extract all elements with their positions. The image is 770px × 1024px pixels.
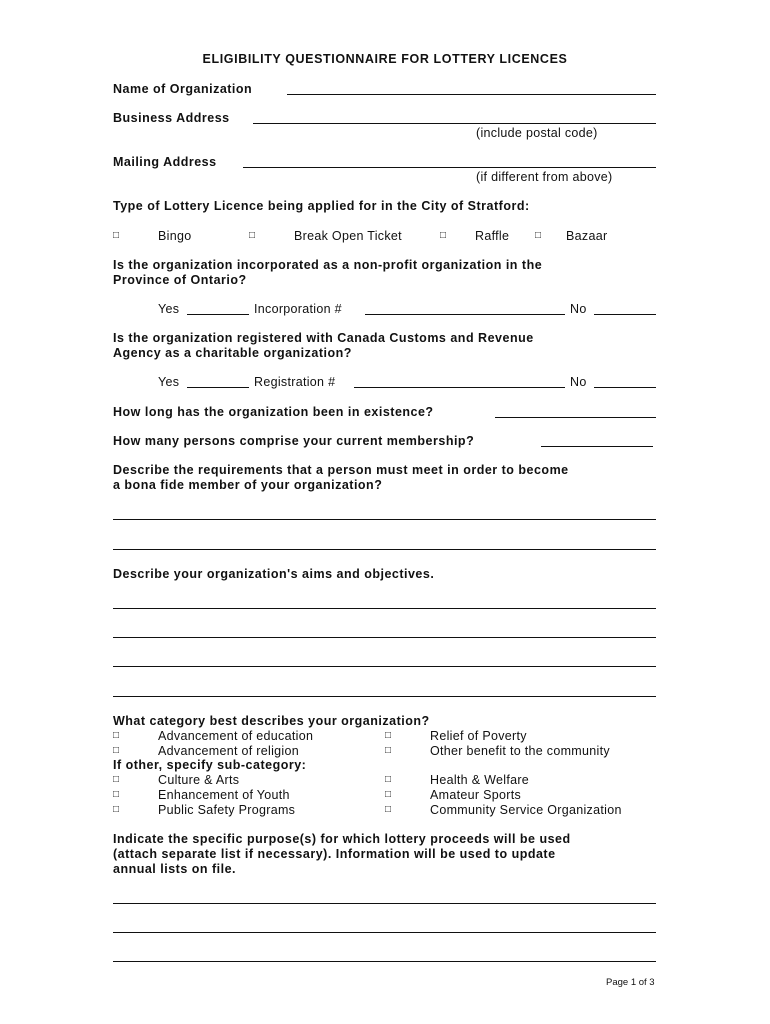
- bazaar-option-label: Bazaar: [566, 229, 608, 243]
- bingo-option-label: Bingo: [158, 229, 192, 243]
- business-address-hint: (include postal code): [476, 126, 598, 140]
- aims-question: Describe your organization's aims and objectives.: [113, 567, 435, 581]
- break-open-ticket-option-label: Break Open Ticket: [294, 229, 402, 243]
- licence-type-question: Type of Lottery Licence being applied for in the City of Stratford:: [113, 199, 530, 213]
- incorporation-number-field[interactable]: [365, 314, 565, 315]
- mailing-address-label: Mailing Address: [113, 155, 217, 169]
- bazaar-checkbox[interactable]: □: [535, 230, 542, 241]
- membership-question: How many persons comprise your current membership?: [113, 434, 475, 448]
- category-question: What category best describes your organization?: [113, 714, 430, 728]
- purpose-question-line2: (attach separate list if necessary). Information will be used to update: [113, 847, 556, 861]
- registration-number-label: Registration #: [254, 375, 336, 389]
- business-address-label: Business Address: [113, 111, 230, 125]
- registered-no-label: No: [570, 375, 587, 389]
- page-title: ELIGIBILITY QUESTIONNAIRE FOR LOTTERY LICENCES: [202, 52, 568, 66]
- requirements-question-line1: Describe the requirements that a person must meet in order to become: [113, 463, 569, 477]
- requirements-answer-line[interactable]: [113, 519, 656, 520]
- org-name-field[interactable]: [287, 94, 656, 95]
- education-label: Advancement of education: [158, 729, 314, 743]
- aims-answer-line[interactable]: [113, 637, 656, 638]
- public-safety-checkbox[interactable]: □: [113, 804, 120, 815]
- community-service-label: Community Service Organization: [430, 803, 622, 817]
- community-service-checkbox[interactable]: □: [385, 804, 392, 815]
- purpose-answer-line[interactable]: [113, 961, 656, 962]
- purpose-answer-line[interactable]: [113, 903, 656, 904]
- mailing-address-field[interactable]: [243, 167, 656, 168]
- public-safety-label: Public Safety Programs: [158, 803, 296, 817]
- registered-question-line1: Is the organization registered with Canada Customs and Revenue: [113, 331, 534, 345]
- business-address-field[interactable]: [253, 123, 656, 124]
- bingo-checkbox[interactable]: □: [113, 230, 120, 241]
- purpose-question-line1: Indicate the specific purpose(s) for which lottery proceeds will be used: [113, 832, 571, 846]
- registration-number-field[interactable]: [354, 387, 565, 388]
- mailing-address-hint: (if different from above): [476, 170, 613, 184]
- education-checkbox[interactable]: □: [113, 730, 120, 741]
- requirements-question-line2: a bona fide member of your organization?: [113, 478, 383, 492]
- aims-answer-line[interactable]: [113, 666, 656, 667]
- incorporated-yes-field[interactable]: [187, 314, 249, 315]
- raffle-option-label: Raffle: [475, 229, 510, 243]
- other-benefit-checkbox[interactable]: □: [385, 745, 392, 756]
- amateur-sports-label: Amateur Sports: [430, 788, 522, 802]
- youth-label: Enhancement of Youth: [158, 788, 290, 802]
- sub-category-heading: If other, specify sub-category:: [113, 758, 307, 772]
- religion-checkbox[interactable]: □: [113, 745, 120, 756]
- culture-arts-checkbox[interactable]: □: [113, 774, 120, 785]
- health-welfare-label: Health & Welfare: [430, 773, 530, 787]
- incorporated-yes-label: Yes: [158, 302, 180, 316]
- poverty-label: Relief of Poverty: [430, 729, 527, 743]
- health-welfare-checkbox[interactable]: □: [385, 774, 392, 785]
- existence-question: How long has the organization been in existence?: [113, 405, 434, 419]
- other-benefit-label: Other benefit to the community: [430, 744, 610, 758]
- purpose-answer-line[interactable]: [113, 932, 656, 933]
- incorporated-no-field[interactable]: [594, 314, 656, 315]
- requirements-answer-line[interactable]: [113, 549, 656, 550]
- religion-label: Advancement of religion: [158, 744, 300, 758]
- aims-answer-line[interactable]: [113, 608, 656, 609]
- aims-answer-line[interactable]: [113, 696, 656, 697]
- incorporated-question-line2: Province of Ontario?: [113, 273, 247, 287]
- org-name-label: Name of Organization: [113, 82, 253, 96]
- purpose-question-line3: annual lists on file.: [113, 862, 237, 876]
- registered-yes-label: Yes: [158, 375, 180, 389]
- raffle-checkbox[interactable]: □: [440, 230, 447, 241]
- culture-arts-label: Culture & Arts: [158, 773, 240, 787]
- amateur-sports-checkbox[interactable]: □: [385, 789, 392, 800]
- incorporation-number-label: Incorporation #: [254, 302, 342, 316]
- existence-field[interactable]: [495, 417, 656, 418]
- incorporated-question-line1: Is the organization incorporated as a non-profit organization in the: [113, 258, 543, 272]
- youth-checkbox[interactable]: □: [113, 789, 120, 800]
- registered-no-field[interactable]: [594, 387, 656, 388]
- incorporated-no-label: No: [570, 302, 587, 316]
- registered-question-line2: Agency as a charitable organization?: [113, 346, 352, 360]
- break-open-ticket-checkbox[interactable]: □: [249, 230, 256, 241]
- membership-field[interactable]: [541, 446, 653, 447]
- poverty-checkbox[interactable]: □: [385, 730, 392, 741]
- page-number: Page 1 of 3: [606, 977, 655, 988]
- registered-yes-field[interactable]: [187, 387, 249, 388]
